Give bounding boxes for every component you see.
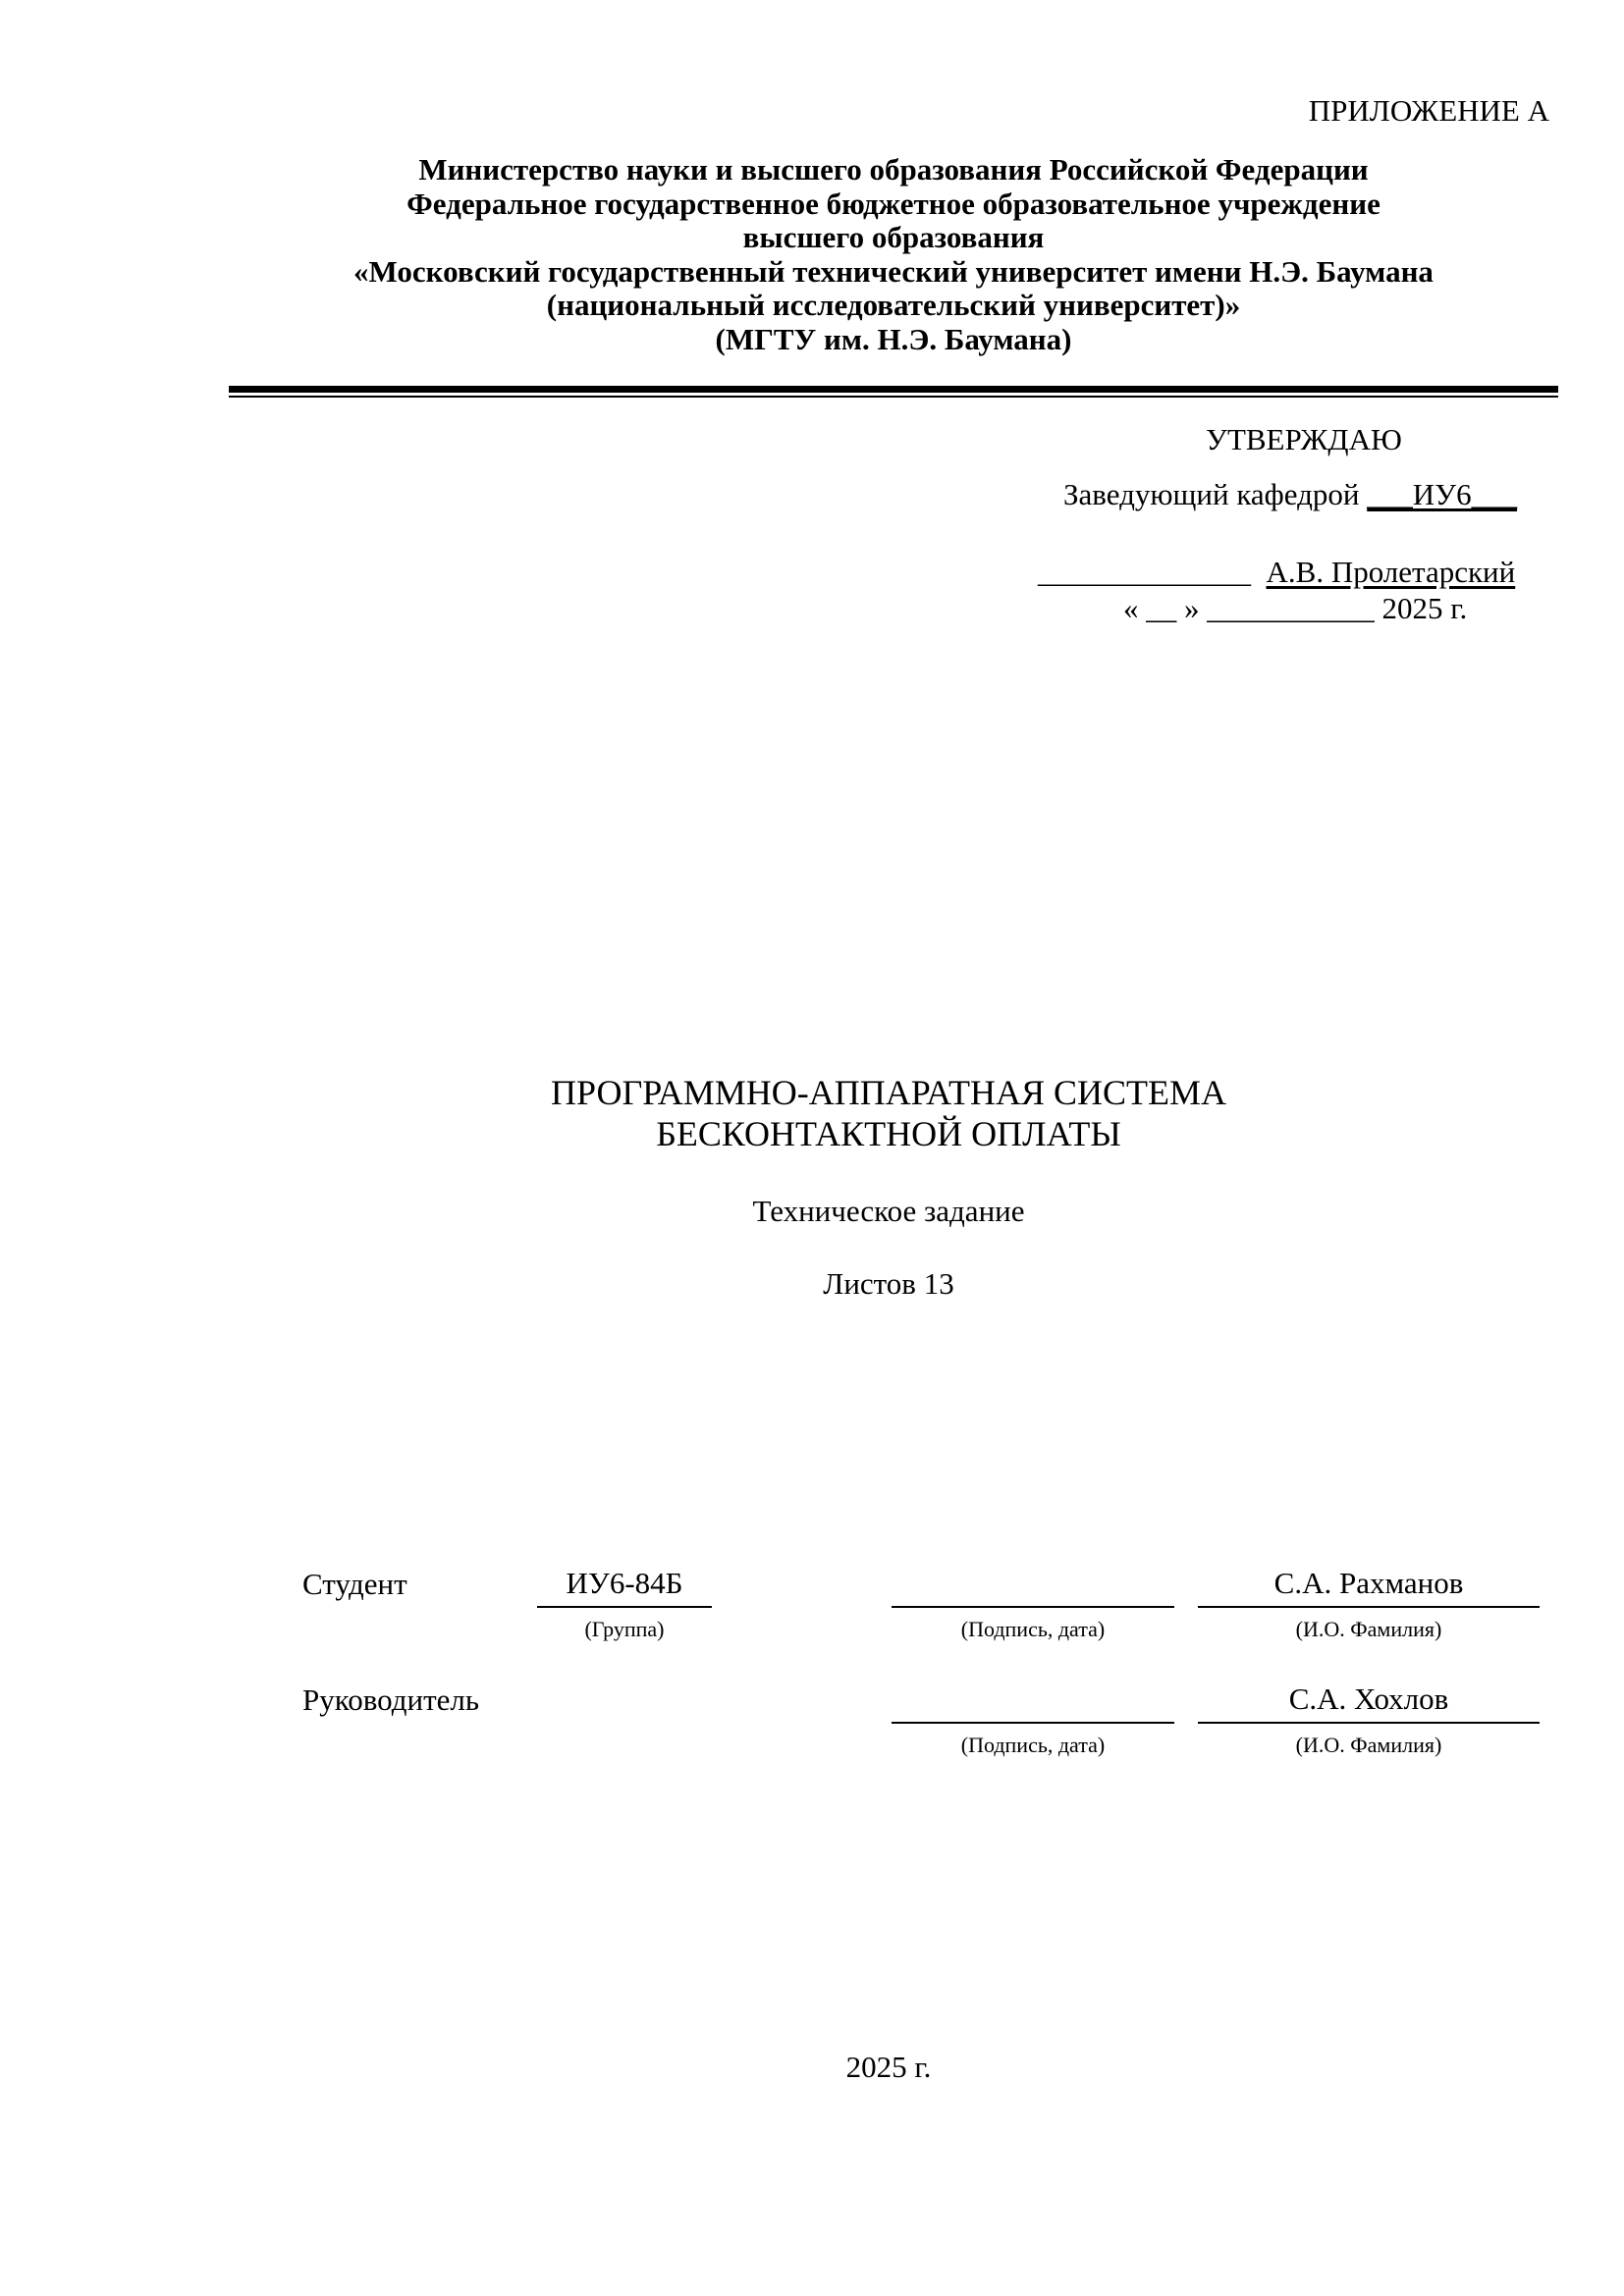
- student-signature-caption: (Подпись, дата): [960, 1617, 1106, 1641]
- supervisor-name-field: С.А. Хохлов: [1198, 1681, 1540, 1724]
- supervisor-name-caption: (И.О. Фамилия): [1295, 1733, 1442, 1757]
- signature-blank: ______________: [1038, 555, 1251, 589]
- student-name-caption: (И.О. Фамилия): [1295, 1617, 1442, 1641]
- sheet-count: Листов 13: [823, 1266, 954, 1301]
- supervisor-signature-field: [892, 1681, 1174, 1724]
- supervisor-signature-caption: (Подпись, дата): [960, 1733, 1106, 1757]
- student-name-field: С.А. Рахманов: [1198, 1565, 1540, 1608]
- approval-heading: УТВЕРЖДАЮ: [1206, 422, 1402, 456]
- department-code: ___ИУ6___: [1367, 477, 1518, 511]
- header-divider-thin: [229, 396, 1558, 398]
- document-title-line-1: ПРОГРАММНО-АППАРАТНАЯ СИСТЕМА: [551, 1073, 1226, 1112]
- student-group-field: ИУ6-84Б: [537, 1565, 712, 1608]
- department-head-name: А.В. Пролетарский: [1266, 555, 1516, 589]
- appendix-label: ПРИЛОЖЕНИЕ А: [1308, 93, 1549, 128]
- position-label: Заведующий кафедрой: [1063, 477, 1368, 511]
- group-caption: (Группа): [584, 1617, 665, 1641]
- university-status: (национальный исследовательский университет)»: [546, 288, 1241, 322]
- student-signature-field: [892, 1565, 1174, 1608]
- organization-header: [229, 153, 1558, 356]
- institution-type: Федеральное государственное бюджетное образовательное учреждение: [406, 186, 1380, 221]
- student-role-label: Студент: [302, 1567, 407, 1601]
- ministry-name: Министерство науки и высшего образования Российской Федерации: [418, 152, 1369, 187]
- university-short-name: (МГТУ им. Н.Э. Баумана): [715, 321, 1072, 356]
- document-type: Техническое задание: [752, 1194, 1025, 1228]
- department-head-line: [1063, 477, 1517, 512]
- education-level: высшего образования: [742, 220, 1045, 254]
- footer-year: 2025 г.: [845, 2050, 932, 2084]
- head-signature-line: [1038, 555, 1515, 590]
- document-title-line-2: БЕСКОНТАКТНОЙ ОПЛАТЫ: [656, 1114, 1121, 1153]
- document-title: [0, 1072, 1624, 1154]
- approval-date: « __ » ___________ 2025 г.: [1123, 591, 1468, 625]
- supervisor-role-label: Руководитель: [302, 1682, 480, 1717]
- header-divider-thick: [229, 386, 1558, 393]
- university-name: «Московский государственный технический университет имени Н.Э. Баумана: [353, 253, 1434, 289]
